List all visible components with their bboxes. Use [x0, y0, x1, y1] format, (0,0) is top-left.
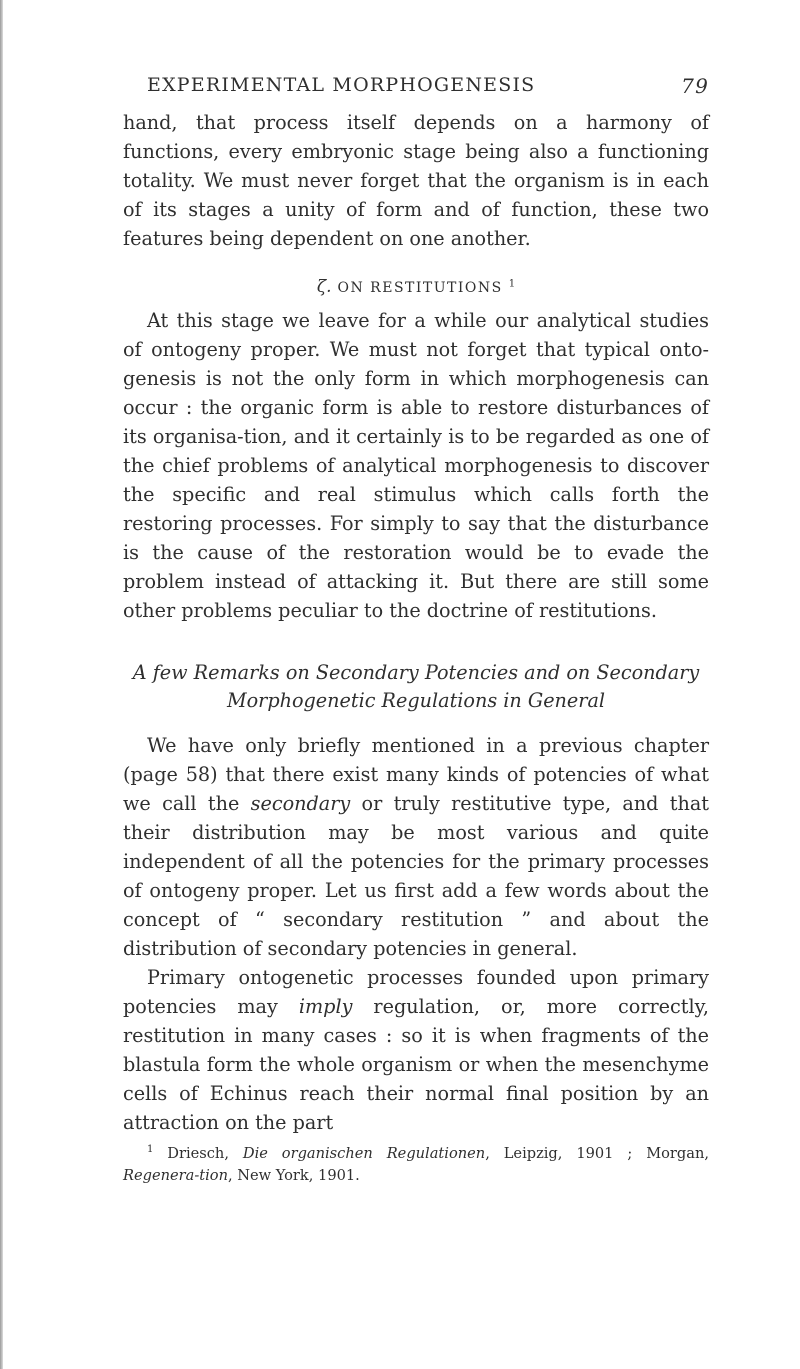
- footnote-text: , Leipzig, 1901 ; Morgan,: [485, 1145, 709, 1162]
- footnote-text: , New York, 1901.: [227, 1167, 360, 1184]
- paragraph-continuation: hand, that process itself depends on a harmony of functions, every embryonic stage being also a functioning totality. We must never forget that the organism is in each of its stages a unity of form and of function, these two features being dependent on one another.: [123, 111, 709, 250]
- paragraph-text: We have only briefly mentioned in a previous chapter (page 58) that there exist many kinds of potencies of what we call the: [123, 734, 709, 815]
- running-title: EXPERIMENTAL MORPHOGENESIS: [147, 74, 536, 96]
- paragraph-restitutions: At this stage we leave for a while our analytical studies of ontogeny proper. We must not forget that typical onto-genesis is not the only form in which morphogenesis can occur : the organic form is able to restore disturbances of its organisa-tion, and it certainly is to be regarded as one of the chief problems of analytical morphogenesis to discover the specific and real stimulus which calls forth the restoring processes. For simply to say that the disturbance is the cause of the restoration would be to evade the problem instead of attacking it. But there are still some other problems peculiar to the doctrine of restitutions.: [123, 309, 709, 622]
- footnote-text: Driesch,: [153, 1145, 243, 1162]
- page-left-edge: [0, 0, 3, 1369]
- emphasis-text: imply: [298, 995, 353, 1018]
- paragraph-text: or truly restitutive type, and that their distribution may be most various and quite independent of all the potencies for the primary processes of ontogeny proper. Let us first add a few words about the concept of “ secondary restitution ” and about the distribution of secondary potencies in general.: [123, 792, 709, 960]
- footnote-work-title: Regenera-tion: [123, 1167, 228, 1184]
- subheading-line-2: Morphogenetic Regulations in General: [226, 689, 606, 712]
- subheading: [123, 659, 709, 715]
- paragraph-secondary-potencies: [123, 731, 709, 963]
- footnote-mark: 1: [147, 1144, 154, 1156]
- section-symbol: ζ.: [316, 277, 332, 297]
- section-footnote-ref: 1: [508, 278, 516, 290]
- paragraph-text: Primary ontogenetic processes founded upon primary potencies may: [123, 966, 709, 1018]
- page-number: 79: [681, 74, 709, 98]
- footnote-work-title: Die organischen Regulationen: [242, 1145, 486, 1162]
- emphasis-text: secondary: [250, 792, 351, 815]
- paragraph-primary-processes: [123, 963, 709, 1137]
- section-title: ON RESTITUTIONS: [337, 280, 503, 296]
- footnote: [123, 1143, 709, 1187]
- book-page: [123, 74, 709, 1187]
- section-heading: [123, 277, 709, 298]
- running-head: [123, 74, 709, 108]
- subheading-line-1: A few Remarks on Secondary Potencies and on Secondary: [132, 661, 700, 684]
- paragraph-text: regulation, or, more correctly, restitution in many cases : so it is when fragments of the blastula form the whole organism or when the mesenchyme cells of Echinus reach their normal final position by an attraction on the part: [123, 995, 709, 1134]
